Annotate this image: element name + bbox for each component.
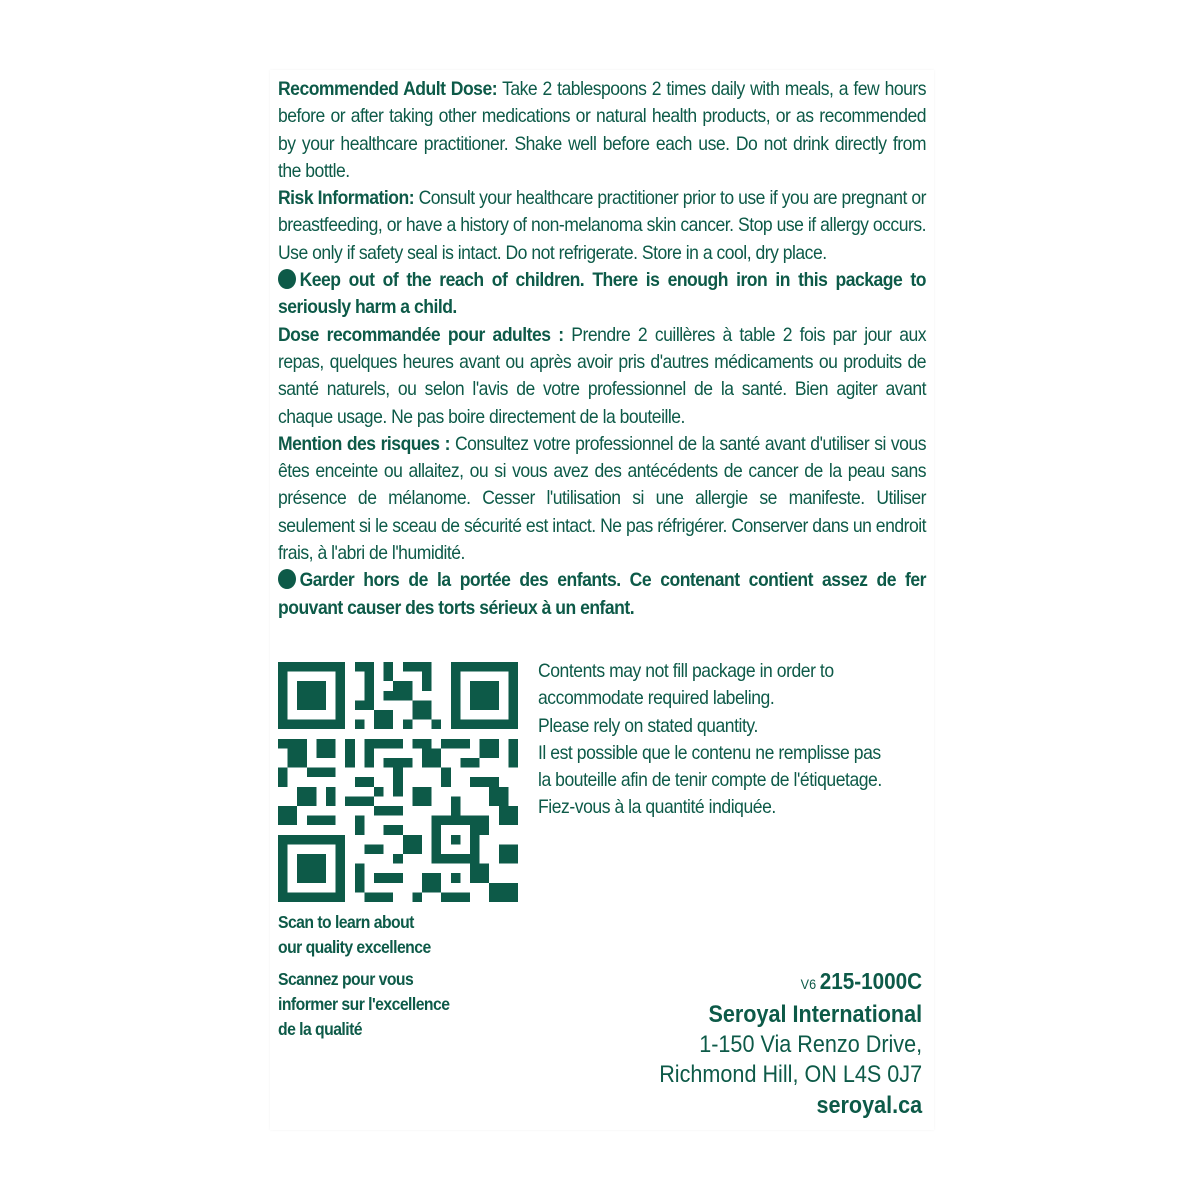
product-code: 215-1000C [819, 968, 922, 994]
warning-fr-text: Garder hors de la portée des enfants. Ce contenant contient assez de fer pouvant causer des torts sérieux à un enfant. [278, 569, 927, 619]
dose-fr-heading: Dose recommandée pour adultes : [278, 323, 564, 346]
dose-en-paragraph [278, 76, 926, 185]
scan-caption-fr [278, 967, 449, 1042]
fill-note-line: Il est possible que le contenu ne remplisse pas [538, 741, 881, 764]
warning-fr [278, 567, 926, 622]
product-label-back [270, 70, 934, 1130]
risk-fr-heading: Mention des risques : [278, 432, 450, 455]
qr-code-graphic [278, 662, 518, 902]
dose-fr-paragraph [278, 322, 926, 431]
company-address-block [659, 966, 922, 1121]
warning-bullet-icon [278, 569, 296, 589]
fill-note-line: Please rely on stated quantity. [538, 714, 758, 737]
warning-en-text: Keep out of the reach of children. There is enough iron in this package to seriously harm a child. [278, 269, 927, 319]
scan-fr-line: de la qualité [278, 1019, 363, 1039]
scan-fr-line: informer sur l'excellence [278, 994, 450, 1014]
product-code-line [659, 966, 922, 999]
warning-en [278, 267, 926, 322]
fill-note-line: Fiez-vous à la quantité indiquée. [538, 796, 776, 819]
scan-fr-line: Scannez pour vous [278, 969, 414, 989]
dose-en-text: Take 2 tablespoons 2 times daily with meals, a few hours before or after taking other medications or natural health products, or as recommended by your healthcare practitioner. Shake well before each use. Do not drink directly from the bottle. [278, 78, 926, 182]
risk-fr-text: Consultez votre professionnel de la santé avant d'utiliser si vous êtes enceinte ou allaitez, ou si vous avez des antécédents de cancer de la peau sans présence de mélanome. Cesser l'utilisation si une allergie se manifeste. Utiliser seulement si le sceau de sécurité est intact. Ne pas réfrigérer. Conserver dans un endroit frais, à l'abri de l'humidité. [278, 432, 926, 565]
street-address: 1-150 Via Renzo Drive, [699, 1031, 922, 1058]
version-label: V6 [800, 976, 816, 992]
fill-disclaimer [538, 658, 916, 822]
risk-fr-paragraph [278, 431, 926, 567]
company-name: Seroyal International [708, 1001, 922, 1028]
risk-en-text: Consult your healthcare practitioner prior to use if you are pregnant or breastfeeding, or have a history of non-melanoma skin cancer. Stop use if allergy occurs. Use only if safety seal is intact. Do not refrigerate. Store in a cool, dry place. [278, 187, 926, 264]
label-text-column [278, 76, 926, 622]
scan-en-line: our quality excellence [278, 937, 431, 957]
risk-en-paragraph [278, 185, 926, 267]
fill-note-line: accommodate required labeling. [538, 687, 775, 710]
website-link[interactable]: seroyal.ca [816, 1092, 922, 1119]
dose-fr-text: Prendre 2 cuillères à table 2 fois par jour aux repas, quelques heures avant ou après avoir pris d'autres médicaments ou produits de santé naturels, ou selon l'avis de votre professionnel de la santé. Bien agiter avant chaque usage. Ne pas boire directement de la bouteille. [278, 323, 927, 428]
fill-note-line: Contents may not fill package in order to [538, 660, 834, 682]
city-address: Richmond Hill, ON L4S 0J7 [659, 1061, 922, 1088]
scan-en-line: Scan to learn about [278, 912, 414, 932]
dose-en-heading: Recommended Adult Dose: [278, 78, 498, 100]
qr-code[interactable] [278, 662, 518, 902]
risk-en-heading: Risk Information: [278, 187, 415, 210]
fill-note-line: la bouteille afin de tenir compte de l'étiquetage. [538, 769, 882, 792]
scan-caption-en [278, 910, 431, 960]
warning-bullet-icon [278, 269, 296, 289]
